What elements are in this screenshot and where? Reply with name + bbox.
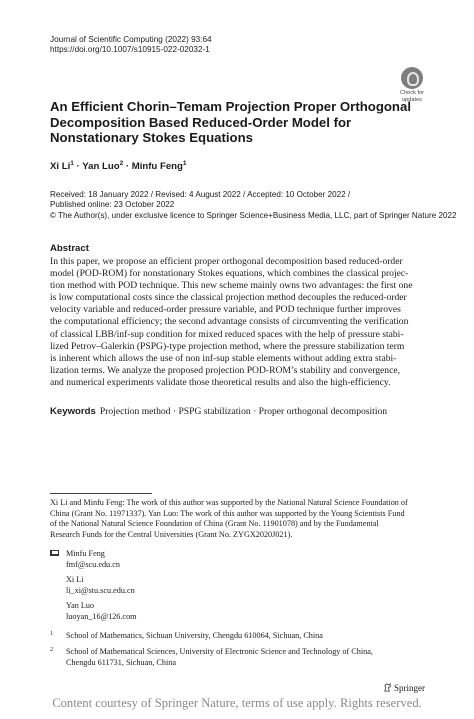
doi-link[interactable]: https://doi.org/10.1007/s10915-022-02032-1 (50, 45, 210, 54)
footnote-divider (50, 493, 152, 494)
author-affiliation-mark: 1 (182, 160, 187, 167)
courtesy-notice: Content courtesy of Springer Nature, terms of use apply. Rights reserved. (52, 696, 422, 710)
affiliation-line: School of Mathematics, Sichuan University, Chengdu 610064, Sichuan, China (66, 631, 323, 640)
check-for-updates-icon (401, 67, 423, 89)
abstract-heading: Abstract (50, 243, 89, 254)
publisher-logo (383, 683, 425, 693)
keywords (50, 406, 387, 417)
author-name: Yan Luo (82, 161, 120, 173)
abstract-line: model (POD-ROM) for nonstationary Stokes equations, which combines the classical projec- (50, 268, 409, 280)
title-line: An Efficient Chorin–Temam Projection Proper Orthogonal (50, 99, 411, 114)
affiliation-line: Chengdu 611731, Sichuan, China (66, 657, 176, 667)
affiliation-number: 2 (50, 647, 53, 653)
abstract-line: In this paper, we propose an efficient proper orthogonal decomposition based reduced-order (50, 256, 403, 267)
abstract-line: tion method with POD technique. This new scheme mainly owns two advantages: the first one (50, 280, 413, 292)
publisher-name: Springer (394, 683, 425, 693)
author-list (50, 160, 187, 172)
envelope-icon (50, 550, 59, 556)
contact-email[interactable]: luoyan_16@126.com (66, 612, 137, 621)
abstract-line: lization terms. We analyze the proposed projection POD-ROM’s stability and convergence, (50, 364, 401, 376)
affiliation-number: 1 (50, 631, 53, 637)
keywords-text: Projection method · PSPG stabilization · Proper orthogonal decomposition (99, 406, 388, 417)
contact-name: Xi Li (66, 575, 84, 584)
paper-title (50, 99, 430, 146)
springer-horse-icon (383, 683, 392, 692)
badge-line-1: Check for (400, 90, 424, 96)
abstract-line: is inherent which allows the use of non inf-sup stable elements without adding extra stabi- (50, 352, 397, 364)
affiliation-line: School of Mathematical Sciences, University of Electronic Science and Technology of China, (66, 647, 373, 656)
title-line: Decomposition Based Reduced-Order Model for (50, 114, 352, 130)
author-separator: · (73, 161, 83, 173)
footnote-line: Research Funds for the Central Universities (Grant No. ZYGX2020J021). (50, 529, 293, 539)
contact-email[interactable]: fmf@scu.edu.cn (66, 560, 120, 569)
title-line: Nonstationary Stokes Equations (50, 130, 253, 146)
contact-name: Yan Luo (66, 601, 95, 610)
abstract-line: lized Petrov–Galerkin (PSPG)-type projection method, where the pressure stabilization term (50, 340, 405, 352)
keywords-label: Keywords (50, 406, 96, 417)
journal-citation: Journal of Scientific Computing (2022) 93:64 (50, 35, 212, 44)
author-affiliation-mark: 2 (119, 160, 124, 167)
contact-email[interactable]: li_xi@stu.scu.edu.cn (66, 586, 135, 595)
dates-line: Received: 18 January 2022 / Revised: 4 August 2022 / Accepted: 10 October 2022 / (50, 190, 351, 199)
footnote-line: China (Grant No. 11971337). Yan Luo: The work of this author was supported by the Young Scientists Fund (50, 508, 405, 518)
contact-name: Minfu Feng (66, 549, 105, 558)
author-affiliation-mark: 1 (70, 160, 74, 167)
funding-footnote (50, 498, 432, 540)
dates-line: Published online: 23 October 2022 (50, 200, 175, 210)
badge-line-2: updates (402, 97, 422, 103)
footnote-line: Xi Li and Minfu Feng: The work of this author was supported by the National Natural Science Foundation of (50, 498, 408, 507)
abstract-body (50, 256, 430, 389)
abstract-line: velocity variable and reduced-order pressure variable, and POD technique further improves (50, 304, 401, 316)
check-for-updates-badge[interactable] (395, 67, 429, 103)
footnote-line: of the National Natural Science Foundation of China (Grant No. 11901078) and by the Fundamental (50, 519, 379, 529)
publication-history (50, 190, 456, 221)
abstract-line: and numerical experiments validate those theoretical results and also the high-efficiency. (50, 376, 391, 388)
abstract-line: the computational efficiency; the second advantage consists of circumventing the verification (50, 316, 409, 328)
author-name: Minfu Feng (131, 161, 183, 173)
copyright-line: © The Author(s), under exclusive licence to Springer Science+Business Media, LLC, part of Springer Nature 2022 (50, 210, 457, 220)
abstract-line: of classical LBB/inf-sup condition for mixed reduced spaces with the help of pressure stabi- (50, 328, 404, 340)
abstract-line: is low computational costs since the classical projection method decouples the reduced-order (50, 292, 407, 304)
author-separator: · (123, 161, 132, 173)
author-name: Xi Li (50, 161, 71, 173)
